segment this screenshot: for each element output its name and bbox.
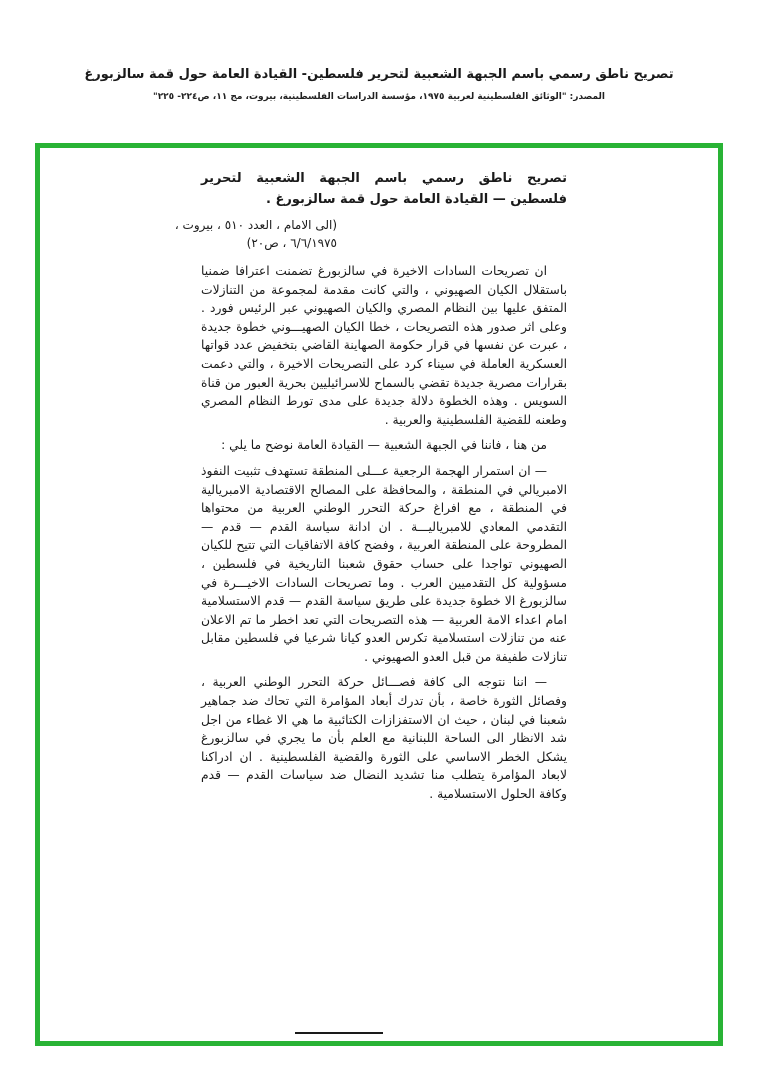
paragraph: من هنا ، فاننا في الجبهة الشعبية — القيادة العامة نوضح ما يلي : xyxy=(221,438,547,453)
paragraph: ان تصريحات السادات الاخيرة في سالزبورغ تضمنت اعترافا ضمنيا باستقلال الكيان الصهيوني ، والتي كانت مقدمة لمجموعة من التنازلات المتفق عليها بين النظام المصري والكيان الصهيوني عبر الرئيس فورد . وعلى اثر صدور هذه التصريحات ، خطا الكيان الصهيـــوني خطوة جديدة ، عبرت عن نفسها في قرار حكومة الصهاينة القاضي بتخفيض عدد قواتها العسكرية العاملة في سيناء كرد على التصريحات الاخيرة ، والتي دعمت بقرارات مصرية جديدة تقضي بالسماح للاسرائيليين بحرية العبور من قناة السويس . وهذه الخطوة دلالة جديدة على مدى تورط النظام المصري وطعنه للقضية الفلسطينية والعربية . xyxy=(201,264,567,427)
page-header xyxy=(0,66,758,102)
source-line: المصدر: "الوثائق الفلسطينية لعربية ١٩٧٥، مؤسسة الدراسات الفلسطينية، بيروت، مج ١١، ص٢٢٤- ٢٢٥" xyxy=(152,92,606,102)
document-title: تصريح ناطق رسمي باسم الجبهة الشعبية لتحرير فلسطين — القيادة العامة حول قمة سالزبورغ . xyxy=(201,171,567,207)
page-title: تصريح ناطق رسمي باسم الجبهة الشعبية لتحرير فلسطين- القيادة العامة حول قمة سالزبورغ xyxy=(84,67,674,82)
green-border-frame xyxy=(35,143,723,1046)
citation-line-2: ٦/٦/١٩٧٥ ، ص٢٠) xyxy=(246,236,337,250)
paragraph: — اننا نتوجه الى كافة فصـــائل حركة التحرر الوطني العربية ، وفصائل الثورة خاصة ، بأن تدرك أبعاد المؤامرة التي تحاك ضد جماهير شعبنا في لبنان ، حيث ان الاستفزازات الكتائبية ما هي الا غطاء من اجل شد الانظار الى الساحة اللبنانية مع العلم بأن ما يجري في سالزبورغ يشكل الخطر الاساسي على الثورة والقضية الفلسطينية . ان ادراكنا لابعاد المؤامرة يتطلب منا تشديد النضال ضد سياسات القدم — قدم وكافة الحلول الاستسلامية . xyxy=(201,675,567,802)
paragraph: — ان استمرار الهجمة الرجعية عـــلى المنطقة تستهدف تثبيت النفوذ الامبريالي في المنطقة ، والمحافظة على المصالح الاقتصادية الامبريالية في المنطقة ، مع افراغ حركة التحرر الوطني العربية من محتواها التقدمي المعادي للامبرياليـــة . ان ادانة سياسة القدم — قدم — المطروحة على المنطقة العربية ، وفضح كافة الاتفاقيات التي تتيح للكيان الصهيوني تواجدا على حساب حقوق شعبنا التاريخية في فلسطين ، مسؤولية كل التقدميين العرب . وما تصريحات السادات الاخيـــرة في سالزبورغ الا خطوة جديدة على طريق سياسة القدم — قدم الاستسلامية امام اعداء الامة العربية — هذه التصريحات التي تعد اخطر ما تم الاعلان عنه من تنازلات استسلامية تكرس العدو كيانا شرعيا في فلسطين مقابل تنازلات طفيفة من قبل العدو الصهيوني . xyxy=(201,463,567,664)
citation-line-1: (الى الامام ، العدد ٥١٠ ، بيروت ، xyxy=(174,218,337,232)
document-body xyxy=(40,148,718,1041)
footer-divider xyxy=(295,1032,383,1034)
citation-block xyxy=(174,216,337,252)
